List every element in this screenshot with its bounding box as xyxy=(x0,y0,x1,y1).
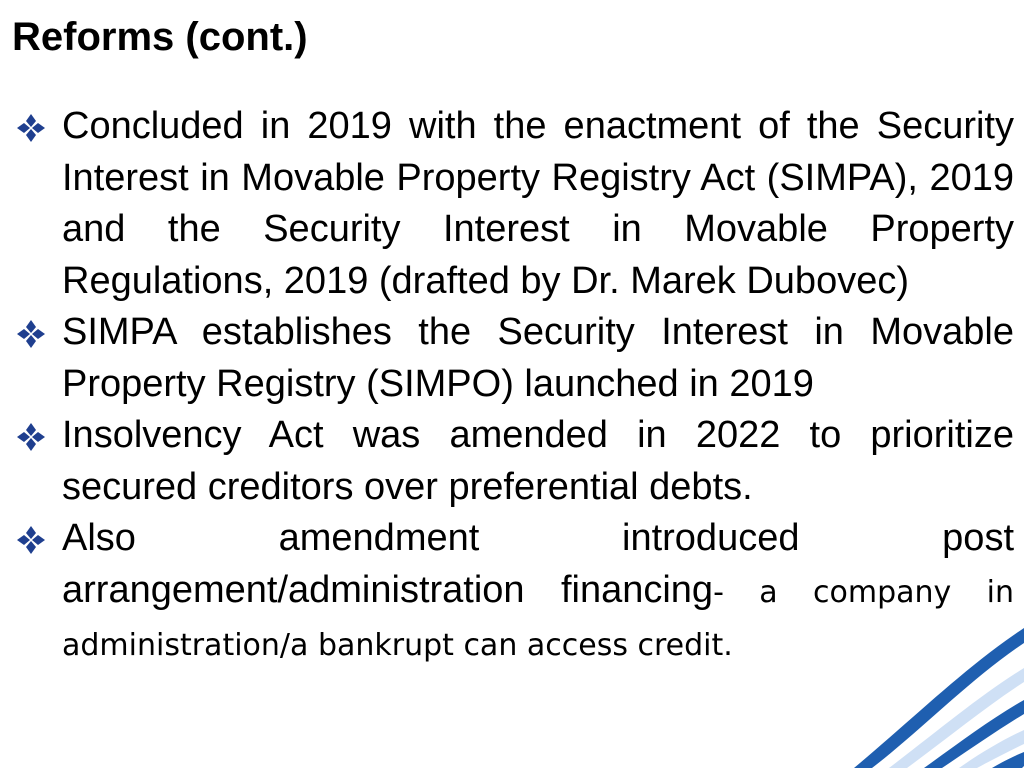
four-diamond-bullet-icon xyxy=(16,113,46,143)
bullet-item xyxy=(16,410,1014,513)
bullet-text: Insolvency Act was amended in 2022 to prioritize secured creditors over preferential debts. xyxy=(62,414,1014,508)
bullet-item xyxy=(16,101,1014,307)
slide-title: Reforms (cont.) xyxy=(12,15,308,59)
four-diamond-bullet-icon xyxy=(16,525,46,555)
bullet-tail-text: - a company in administration/a bankrupt can access credit. xyxy=(62,574,1014,663)
bullet-text: SIMPA establishes the Security Interest in Movable Property Registry (SIMPO) launched in 2019 xyxy=(62,311,1014,405)
bullet-item xyxy=(16,513,1014,672)
bullet-text: Also amendment introduced post arrangement/administration financing xyxy=(62,517,1014,611)
bullet-item xyxy=(16,307,1014,410)
four-diamond-bullet-icon xyxy=(16,422,46,452)
bullet-list xyxy=(16,101,1014,672)
four-diamond-bullet-icon xyxy=(16,319,46,349)
bullet-text: Concluded in 2019 with the enactment of the Security Interest in Movable Property Registry Act (SIMPA), 2019 and the Security Interest in Movable Property Regulations, 2019 (drafted by Dr. Marek Dubovec) xyxy=(62,105,1014,302)
